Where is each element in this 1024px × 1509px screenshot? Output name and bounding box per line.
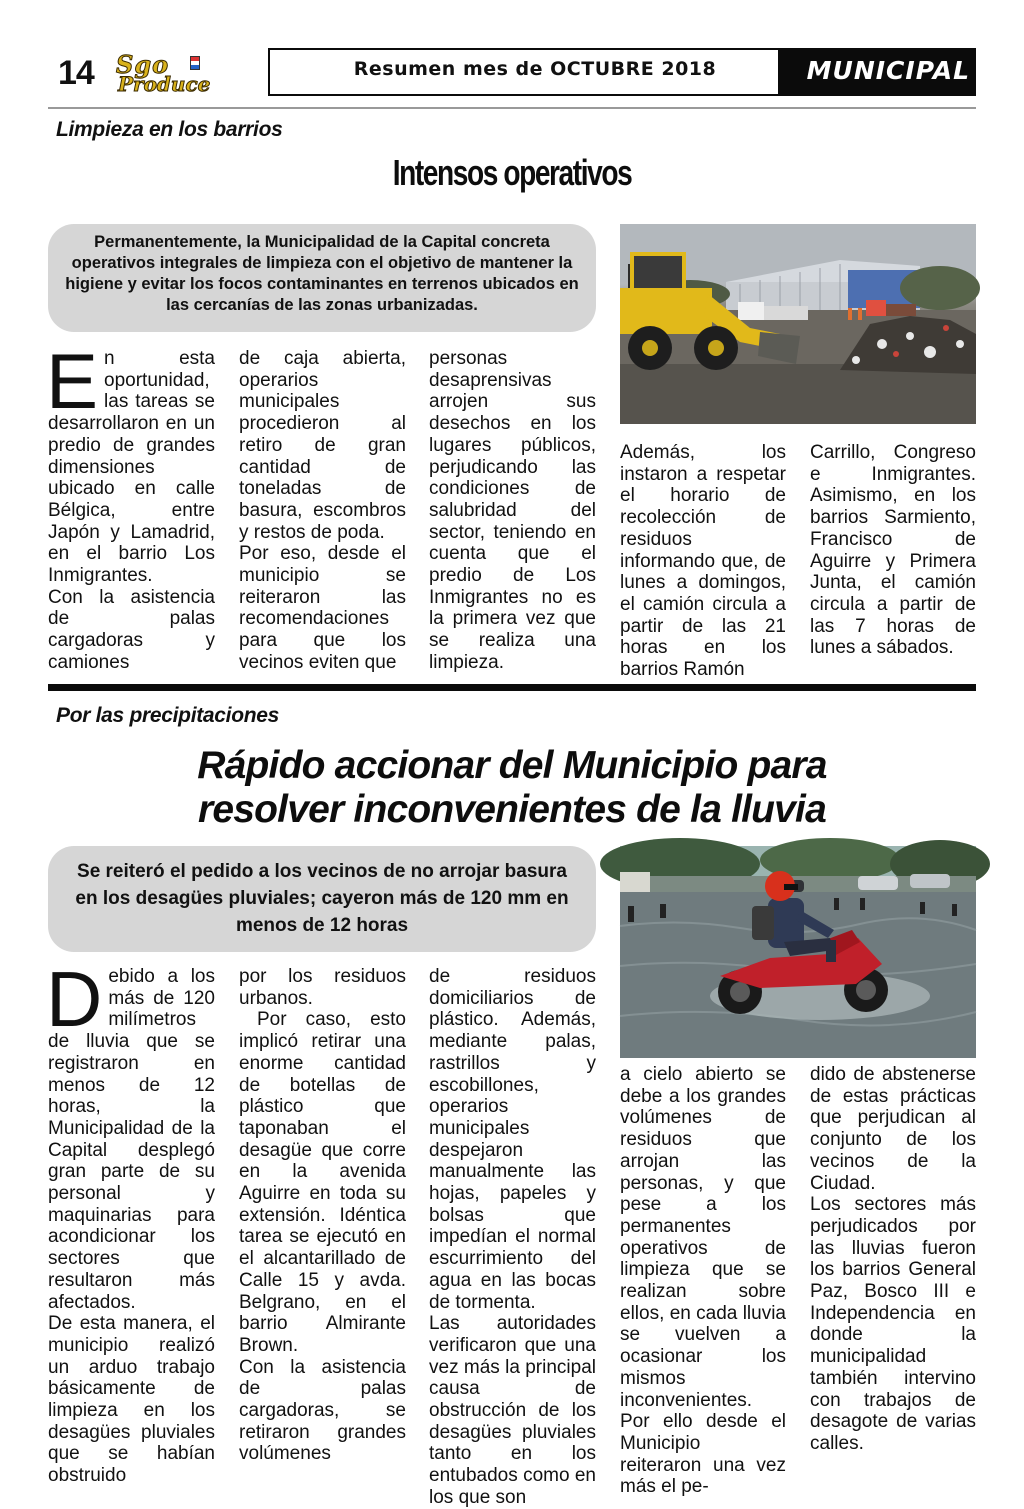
article-column-3 xyxy=(429,966,596,1509)
paragraph: a cielo abierto se debe a los grandes volúmenes de residuos que arrojan las personas, y que pese a los permanentes operativos de limpieza que se realizan sobre ellos, en cada lluvia se vuelven a ocasionar los mismos inconvenientes. xyxy=(620,1064,786,1411)
article-kicker: Por las precipitaciones xyxy=(56,704,280,727)
paragraph: Los sectores más perjudicados por las lluvias fueron los barrios General Paz, Bosco III e Independencia en donde la municipalidad también intervino con trabajos de desagote de varias calles. xyxy=(810,1194,976,1454)
paragraph: dido de abstenerse de estas prácticas que perjudican al conjunto de los vecinos de la Ciudad. xyxy=(810,1064,976,1194)
article-column-1 xyxy=(46,955,215,1487)
flag-icon xyxy=(190,56,200,70)
article-column-5 xyxy=(810,1064,976,1455)
paragraph: Por caso, esto implicó retirar una enorme cantidad de botellas de plástico que taponaban el desagüe que corre en la avenida Aguirre en toda su extensión. Idéntica tarea se ejecutó en el alcantarillado de Calle 15 y avda. Belgrano, en el barrio Almirante Brown. xyxy=(239,1009,406,1356)
paragraph: Por ello desde el Municipio reiteraron una vez más el pe- xyxy=(620,1411,786,1498)
page-number: 14 xyxy=(58,54,94,92)
drop-cap: D xyxy=(46,955,103,1043)
header-divider xyxy=(48,107,976,109)
headline-line-1: Rápido accionar del Municipio para xyxy=(197,744,827,787)
paragraph: n esta oportunidad, las tareas se desarrollaron en un predio de grandes dimensiones ubicado en calle Bélgica, entre Japón y Lamadrid, en el barrio Los Inmigrantes. xyxy=(48,348,215,587)
article-column-4 xyxy=(620,442,786,681)
paragraph: de caja abierta, operarios municipales procedieron al retiro de gran cantidad de toneladas de basura, escombros y restos de poda. xyxy=(239,348,406,543)
article-photo-flood xyxy=(620,846,976,1058)
headline-line-2: resolver inconvenientes de la lluvia xyxy=(198,788,826,831)
paragraph: por los residuos urbanos. xyxy=(239,966,406,1009)
article-column-3 xyxy=(429,348,596,674)
paragraph: Con la asistencia de palas cargadoras y camiones xyxy=(48,586,215,673)
article-kicker: Limpieza en los barrios xyxy=(56,118,283,141)
paragraph: ebido a los más de 120 milímetros de lluvia que se registraron en menos de 12 horas, la Municipalidad de la Capital desplegó gran parte de su personal y maquinarias para acondicionar los sectores que resultaron más afectados. xyxy=(48,966,215,1313)
logo-line1: Sgo xyxy=(116,50,170,79)
article-photo-loader xyxy=(620,224,976,424)
article-summary: Se reiteró el pedido a los vecinos de no arrojar basura en los desagües pluviales; cayeron más de 120 mm en menos de 12 horas xyxy=(48,846,596,952)
article-column-2 xyxy=(239,966,406,1465)
paragraph: de residuos domiciliarios de plástico. Además, mediante palas, rastrillos y escobillones, operarios municipales despejaron manualmente las hojas, papeles y bolsas que impedían el normal escurrimiento del agua en las bocas de tormenta. xyxy=(429,966,596,1313)
issue-month: Resumen mes de OCTUBRE 2018 xyxy=(353,58,717,80)
paragraph: De esta manera, el municipio realizó un arduo trabajo básicamente de limpieza en los desagües pluviales que se habían obstruido xyxy=(48,1313,215,1487)
paragraph: Con la asistencia de palas cargadoras, se retiraron grandes volúmenes xyxy=(239,1356,406,1465)
article-column-2 xyxy=(239,348,406,674)
article-column-4 xyxy=(620,1064,786,1498)
article-divider xyxy=(48,684,976,691)
paragraph: Las autoridades verificaron que una vez más la principal causa de obstrucción de los desagües pluviales tanto en los entubados como en los que son xyxy=(429,1313,596,1508)
logo-line2: Produce xyxy=(118,72,211,96)
paragraph: personas desaprensivas arrojen sus desechos en los lugares públicos, perjudicando las condiciones de salubridad del sector, teniendo en cuenta que el predio de Los Inmigrantes no es la primera vez que se realiza una limpieza. xyxy=(429,348,596,673)
drop-cap: E xyxy=(46,337,99,425)
paragraph: Carrillo, Congreso e Inmigrantes. Asimismo, en los barrios Sarmiento, Francisco de Aguirre y Primera Junta, el camión circula a partir de las 7 horas de lunes a sábados. xyxy=(810,442,976,659)
section-name: MUNICIPAL xyxy=(806,56,970,85)
article-summary: Permanentemente, la Municipalidad de la Capital concreta operativos integrales de limpieza con el objetivo de mantener la higiene y evitar los focos contaminantes en terrenos ubicados en las cercanías de las zonas urbanizadas. xyxy=(48,224,596,332)
article-column-5 xyxy=(810,442,976,659)
article-column-1 xyxy=(46,337,215,674)
paragraph: Por eso, desde el municipio se reiteraron las recomendaciones para que los vecinos eviten que xyxy=(239,543,406,673)
article-headline xyxy=(150,744,874,832)
publication-logo xyxy=(116,50,256,98)
article-headline: Intensos operativos xyxy=(392,152,632,193)
paragraph: Además, los instaron a respetar el horario de recolección de residuos informando que, de lunes a domingos, el camión circula a partir de las 21 horas en los barrios Ramón xyxy=(620,442,786,681)
